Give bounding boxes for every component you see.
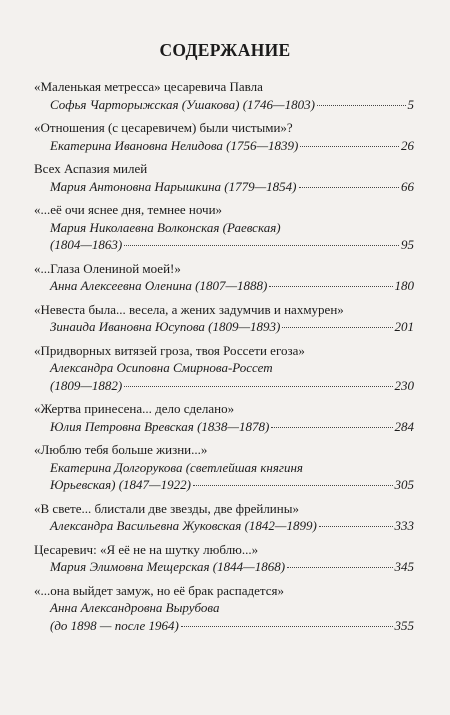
toc-entry[interactable] xyxy=(34,541,414,576)
toc-entry-name: Софья Чарторыжская (Ушакова) (1746—1803) xyxy=(50,96,315,112)
toc-entry-name: Александра Васильевна Жуковская (1842—1899) xyxy=(50,518,317,533)
toc-entry-heading: «...Глаза Олениной моей!» xyxy=(34,260,181,276)
toc-page-number: 5 xyxy=(407,96,414,112)
toc-entry-heading: Цесаревич: «Я её не на шутку люблю...» xyxy=(34,541,259,557)
toc-entry-name: Мария Элимовна Мещерская (1844—1868) xyxy=(50,559,286,574)
toc-entry-heading: Всех Аспазия милей xyxy=(34,161,148,176)
toc-entry-name-row xyxy=(34,137,414,155)
toc-page-number: 345 xyxy=(394,559,414,574)
table-of-contents xyxy=(34,78,414,640)
toc-page-number: 66 xyxy=(401,178,414,194)
toc-entry[interactable] xyxy=(34,400,414,435)
dot-leader xyxy=(317,105,406,106)
toc-entry-heading: «Жертва принесена... дело сделано» xyxy=(34,401,235,416)
toc-entry-name-row xyxy=(34,318,414,336)
toc-entry-heading: «Придворных витязей гроза, твоя Россети егоза» xyxy=(34,342,305,358)
toc-entry-heading: «Отношения (с цесаревичем) были чистыми»? xyxy=(34,120,293,135)
toc-entry[interactable] xyxy=(34,160,414,195)
toc-page-number: 284 xyxy=(394,418,414,434)
toc-entry-name: Александра Осиповна Смирнова-Россет xyxy=(50,360,273,375)
toc-entry[interactable] xyxy=(34,441,414,494)
toc-entry[interactable] xyxy=(34,582,414,635)
toc-entry[interactable] xyxy=(34,301,414,336)
dot-leader xyxy=(300,146,399,147)
toc-page-number: 333 xyxy=(394,518,414,533)
toc-entry[interactable] xyxy=(34,78,414,113)
dot-leader xyxy=(299,187,399,188)
dot-leader xyxy=(282,327,392,328)
toc-entry-name-row xyxy=(34,418,414,436)
toc-page-number: 230 xyxy=(394,377,414,393)
toc-entry-name: Анна Алексеевна Оленина (1807—1888) xyxy=(50,278,268,293)
toc-entry-name-row xyxy=(34,277,414,295)
toc-entry-name-row xyxy=(34,517,414,535)
toc-entry-heading: «...она выйдет замуж, но её брак распадется» xyxy=(34,582,285,598)
toc-entry-name: Мария Николаевна Волконская (Раевская) xyxy=(50,219,281,235)
toc-entry-name-row xyxy=(34,617,414,635)
dot-leader xyxy=(124,245,399,246)
toc-entry-name: Анна Александровна Вырубова xyxy=(50,600,220,615)
toc-page-number: 355 xyxy=(394,617,414,633)
page-title: СОДЕРЖАНИЕ xyxy=(159,40,291,60)
toc-entry-heading: «Маленькая метресса» цесаревича Павла xyxy=(34,79,263,94)
toc-entry-name: Юлия Петровна Вревская (1838—1878) xyxy=(50,418,270,434)
dot-leader xyxy=(271,427,392,428)
toc-entry[interactable] xyxy=(34,500,414,535)
toc-entry-name-row xyxy=(34,236,414,254)
toc-entry-name: Екатерина Ивановна Нелидова (1756—1839) xyxy=(50,137,299,153)
toc-entry-heading: «Люблю тебя больше жизни...» xyxy=(34,442,208,457)
dot-leader xyxy=(269,286,392,287)
toc-entry[interactable] xyxy=(34,119,414,154)
toc-page-number: 95 xyxy=(401,237,414,252)
toc-entry-name-cont: (1809—1882) xyxy=(50,377,123,393)
toc-page-number: 305 xyxy=(394,477,414,492)
toc-entry-heading: «Невеста была... весела, а жених задумчив и нахмурен» xyxy=(34,301,344,317)
toc-entry[interactable] xyxy=(34,260,414,295)
dot-leader xyxy=(181,626,393,627)
toc-entry-name-row xyxy=(34,476,414,494)
toc-entry-name-row xyxy=(34,558,414,576)
dot-leader xyxy=(287,567,392,568)
toc-entry[interactable] xyxy=(34,201,414,254)
toc-entry-heading: «...её очи яснее дня, темнее ночи» xyxy=(34,202,223,217)
toc-entry-name-cont: (1804—1863) xyxy=(50,237,123,252)
dot-leader xyxy=(319,526,393,527)
toc-entry-name: Зинаида Ивановна Юсупова (1809—1893) xyxy=(50,319,281,334)
toc-entry-name-cont: Юрьевская) (1847—1922) xyxy=(50,477,191,492)
toc-page-number: 26 xyxy=(401,137,414,153)
toc-entry-name-row xyxy=(34,377,414,395)
dot-leader xyxy=(124,386,392,387)
toc-entry[interactable] xyxy=(34,342,414,395)
toc-entry-name-row xyxy=(34,178,414,196)
dot-leader xyxy=(193,485,393,486)
toc-entry-heading: «В свете... блистали две звезды, две фрейлины» xyxy=(34,500,299,516)
toc-page-number: 201 xyxy=(394,319,414,334)
toc-entry-name-row xyxy=(34,96,414,114)
toc-entry-name-cont: (до 1898 — после 1964) xyxy=(50,617,179,633)
toc-entry-name: Мария Антоновна Нарышкина (1779—1854) xyxy=(50,178,297,194)
toc-page-number: 180 xyxy=(394,278,414,293)
toc-entry-name: Екатерина Долгорукова (светлейшая княгиня xyxy=(50,459,303,475)
